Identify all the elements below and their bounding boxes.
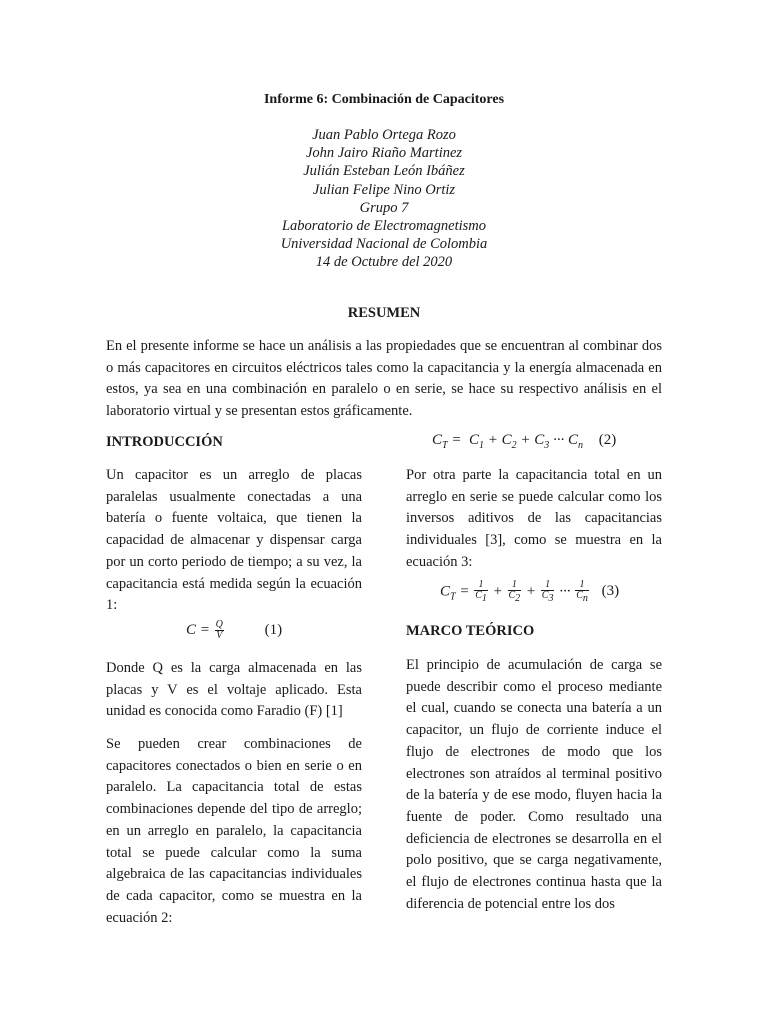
intro-paragraph-3: Se pueden crear combinaciones de capacitores conectados o bien en serie o en paralelo. La capacitancia total de estas combinaciones depende del tipo de arreglo; en un arreglo en paralelo, la capacitancia total se puede calcular como la suma algebraica de las capacitancias individuales de cada capacitor, como se muestra en la ecuación 2: — [106, 736, 362, 926]
resumen-heading: RESUMEN — [347, 305, 421, 321]
equation-1-lhs: C = — [186, 621, 210, 638]
equation-1-label: (1) — [264, 621, 283, 638]
introduccion-heading: INTRODUCCIÓN — [106, 434, 223, 450]
equation-1-fraction — [215, 620, 224, 641]
right-paragraph-2: El principio de acumulación de carga se puede describir como el proceso mediante el cual, cuando se conecta una batería a un capacitor, un flujo de corriente induce el flujo de electrones de modo que los electrones son atraídos al terminal positivo de la batería y de ese modo, fluyen hacia la fuente de poder. Como resultado una deficiencia de electrones se desarrolla en el polo positivo, que se carga negativamente, el flujo de electrones continua hasta que la diferencia de potencial entre los dos — [406, 657, 662, 912]
equation-2-label: (2) — [598, 432, 617, 448]
equation-3-label: (3) — [601, 583, 620, 600]
marco-teorico-heading: MARCO TEÓRICO — [406, 623, 535, 639]
equation-1-denominator: V — [216, 630, 223, 641]
intro-paragraph-1: Un capacitor es un arreglo de placas paralelas usualmente conectadas a una batería o fuente voltaica, que tienen la capacidad de almacenar y dispensar carga por un corto periodo de tiempo; a su vez, la capacitancia está medida según la ecuación 1: — [106, 467, 362, 614]
lab-line: Laboratorio de Electromagnetismo — [281, 218, 487, 235]
author-block — [0, 126, 768, 272]
author-line: Julián Esteban León Ibáñez — [303, 163, 465, 180]
report-title: Informe 6: Combinación de Capacitores — [263, 92, 505, 107]
date-line: 14 de Octubre del 2020 — [315, 254, 453, 271]
equation-2: $C_T = C_1 + C_2 + C_3$ ··· $C_n$ (2) — [432, 432, 617, 451]
right-paragraph-1: Por otra parte la capacitancia total en un arreglo en serie se puede calcular como los inversos aditivos de las capacitancias individuales [3], como se muestra en la ecuación 3: — [406, 467, 662, 570]
group-line: Grupo 7 — [359, 199, 409, 216]
equation-1 — [186, 620, 282, 641]
equation-3: $C_T$ = $\frac{1}{C_1}$ + $\frac{1}{C_2}$ + $\frac{1}{C_3}$ ··· $\frac{1}{C_n}$ (3) — [440, 579, 620, 604]
university-line: Universidad Nacional de Colombia — [280, 236, 488, 253]
author-line: Juan Pablo Ortega Rozo — [312, 127, 456, 143]
intro-paragraph-2: Donde Q es la carga almacenada en las placas y V es el voltaje aplicado. Esta unidad es conocida como Faradio (F) [1] — [106, 660, 362, 720]
author-line: Julian Felipe Nino Ortiz — [312, 181, 456, 198]
author-line: John Jairo Riaño Martinez — [305, 145, 463, 162]
equation-1-numerator: Q — [215, 619, 223, 630]
abstract-paragraph: En el presente informe se hace un análisis a las propiedades que se encuentran al combinar dos o más capacitores en circuitos eléctricos tales como la capacitancia y la energía almacenada en estos, ya sea en una combinación en paralelo o en serie, se hace su respectivo análisis en el laboratorio virtual y se presentan estos gráficamente. — [106, 338, 662, 420]
